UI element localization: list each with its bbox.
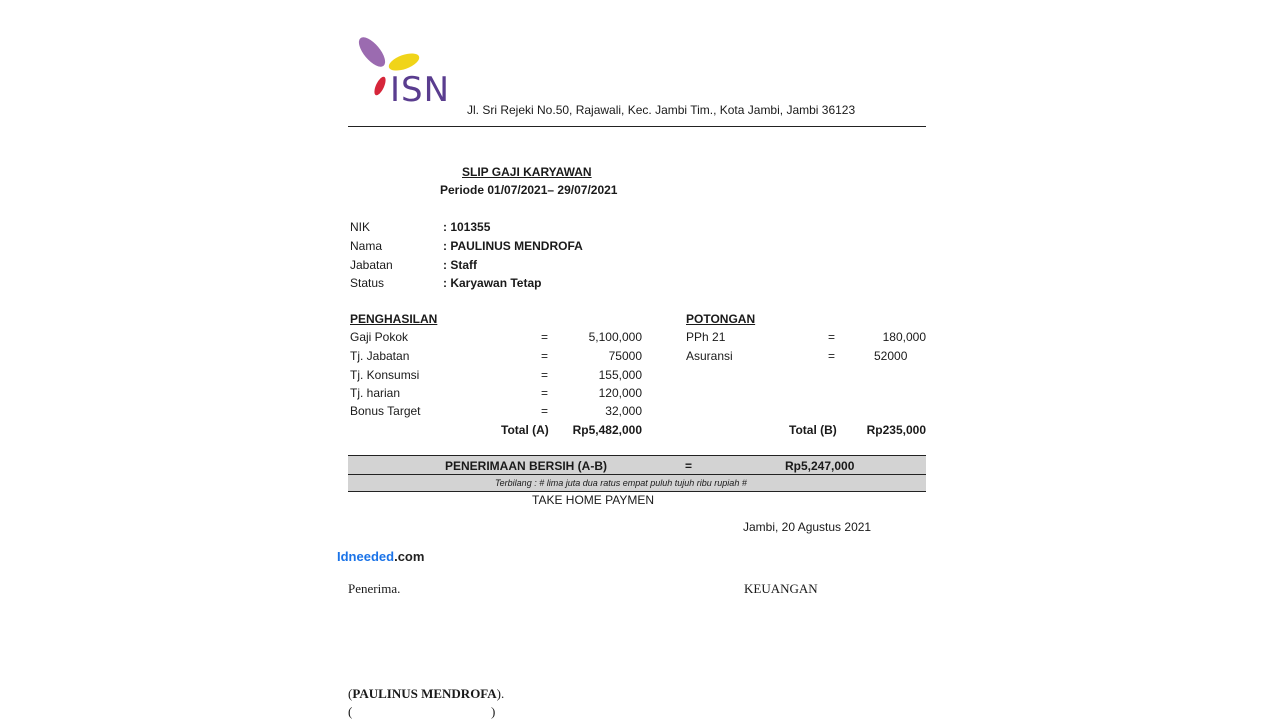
recipient-name: PAULINUS MENDROFA xyxy=(352,686,497,701)
employee-status-value: : Karyawan Tetap xyxy=(443,276,542,290)
income-label: Bonus Target xyxy=(350,404,421,418)
finance-label: KEUANGAN xyxy=(744,581,818,596)
close-paren: ) xyxy=(496,686,502,701)
net-pay-top-border xyxy=(348,455,926,456)
net-pay-value: Rp5,247,000 xyxy=(785,459,855,473)
place-date: Jambi, 20 Agustus 2021 xyxy=(743,520,872,534)
logo-petal-purple xyxy=(354,33,389,71)
income-label: Tj. Konsumsi xyxy=(350,368,420,382)
recipient-label: Penerima. xyxy=(348,581,401,596)
income-label: Gaji Pokok xyxy=(350,330,409,344)
watermark-part1: Idneeded xyxy=(337,549,395,564)
employee-position-label: Jabatan xyxy=(350,258,393,272)
income-label: Tj. harian xyxy=(350,386,401,400)
name-suffix: . xyxy=(501,686,505,701)
income-amount: 75000 xyxy=(608,349,642,363)
income-header: PENGHASILAN xyxy=(350,312,438,326)
employee-name-label: Nama xyxy=(350,239,383,253)
recipient-signature-name xyxy=(348,686,504,702)
net-pay-eq: = xyxy=(685,459,693,473)
income-eq: = xyxy=(541,404,549,418)
deduction-eq: = xyxy=(828,349,836,363)
blank-signature-open: ( xyxy=(348,704,353,719)
income-eq: = xyxy=(541,349,549,363)
employee-nik-value: : 101355 xyxy=(443,220,491,234)
deductions-total-label: Total (B) xyxy=(789,423,837,437)
income-total-value: Rp5,482,000 xyxy=(572,423,642,437)
net-pay-middle-border xyxy=(348,474,926,475)
employee-position-value: : Staff xyxy=(443,258,477,272)
income-amount: 120,000 xyxy=(598,386,642,400)
net-pay-label: PENERIMAAN BERSIH (A-B) xyxy=(445,459,607,473)
deduction-eq: = xyxy=(828,330,836,344)
income-amount: 5,100,000 xyxy=(588,330,642,344)
company-address: Jl. Sri Rejeki No.50, Rajawali, Kec. Jambi Tim., Kota Jambi, Jambi 36123 xyxy=(467,103,856,117)
income-amount: 32,000 xyxy=(605,404,642,418)
income-amount: 155,000 xyxy=(598,368,642,382)
deduction-amount: 180,000 xyxy=(882,330,926,344)
net-pay-bottom-border xyxy=(348,491,926,492)
blank-signature-close: ) xyxy=(491,704,496,719)
open-paren: ( xyxy=(348,686,353,701)
deduction-amount: 52000 xyxy=(874,349,908,363)
employee-status-label: Status xyxy=(350,276,385,290)
slip-period: Periode 01/07/2021– 29/07/2021 xyxy=(440,183,618,197)
income-label: Tj. Jabatan xyxy=(350,349,410,363)
deduction-label: Asuransi xyxy=(686,349,733,363)
net-pay-spelled: Terbilang : # lima juta dua ratus empat puluh tujuh ribu rupiah # xyxy=(495,478,747,488)
income-total-label: Total (A) xyxy=(501,423,549,437)
header-divider xyxy=(348,126,926,127)
deduction-label: PPh 21 xyxy=(686,330,726,344)
income-eq: = xyxy=(541,368,549,382)
deductions-total-value: Rp235,000 xyxy=(866,423,926,437)
income-eq: = xyxy=(541,386,549,400)
take-home-label: TAKE HOME PAYMEN xyxy=(532,493,655,507)
employee-name-value: : PAULINUS MENDROFA xyxy=(443,239,583,253)
company-logo xyxy=(352,32,462,114)
watermark-part2: .com xyxy=(394,549,425,564)
employee-nik-label: NIK xyxy=(350,220,371,234)
slip-title: SLIP GAJI KARYAWAN xyxy=(462,165,592,179)
income-eq: = xyxy=(541,330,549,344)
logo-text: ISN xyxy=(390,70,451,110)
logo-petal-red xyxy=(372,75,388,97)
deductions-header: POTONGAN xyxy=(686,312,756,326)
watermark xyxy=(337,549,424,564)
